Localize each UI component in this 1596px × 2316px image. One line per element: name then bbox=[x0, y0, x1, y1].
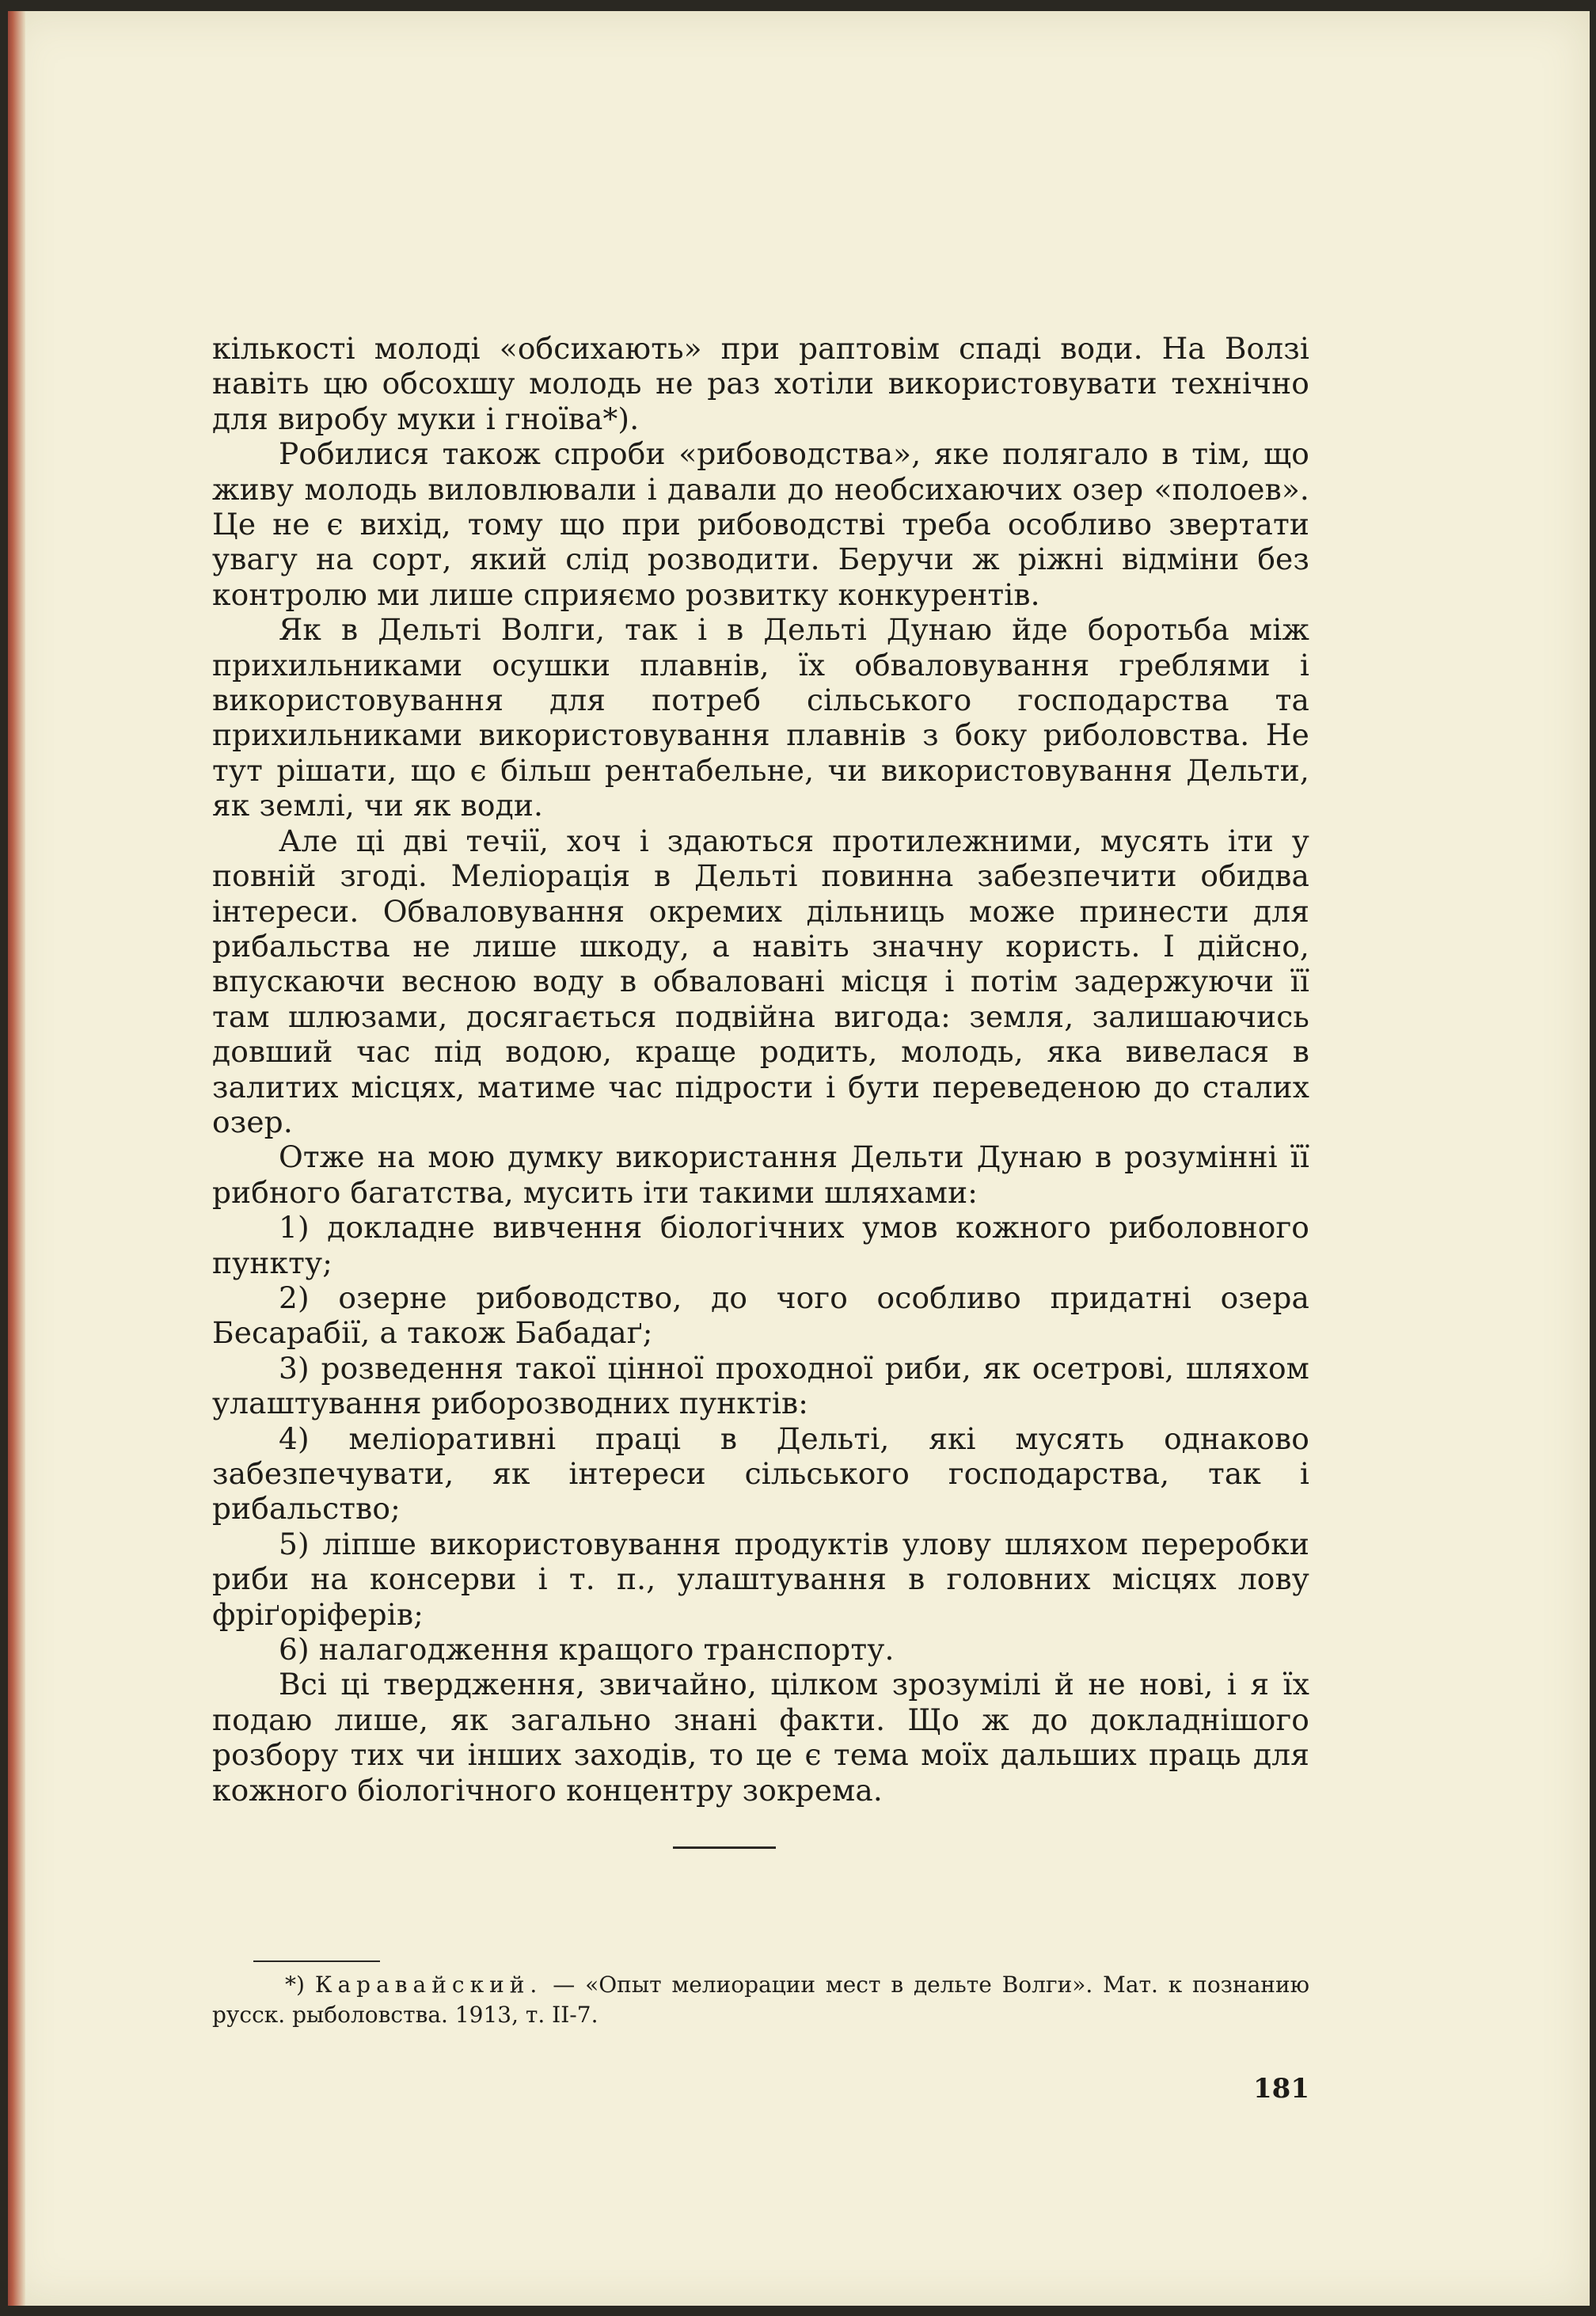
footnote-citation: — «Опыт мелиорации мест в дельте Волги». Мат. к познанию русск. рыболовства. 1913, т. II-7. bbox=[212, 1972, 1309, 2028]
section-divider bbox=[673, 1846, 776, 1849]
paragraph: Всі ці твердження, звичайно, цілком зрозумілі й не нові, і я їх подаю лише, як загально знані факти. Що ж до докладнішого розбору тих чи інших заходів, то це є тема моїх дальших праць для кожного біологічного концентру зокрема. bbox=[212, 1667, 1309, 1808]
paragraph-continued: кількості молоді «обсихають» при раптовім спаді води. На Волзі навіть цю обсохшу молодь не раз хотіли використовувати технічно для виробу муки і гноїва*). bbox=[212, 331, 1309, 436]
paragraph: Робилися також спроби «рибоводства», яке полягало в тім, що живу молодь виловлювали і давали до необсихаючих озер «полоев». Це не є вихід, тому що при рибоводстві треба особливо звертати увагу на сорт, який слід розводити. Беручи ж ріжні відміни без контролю ми лише сприяємо розвитку конкурентів. bbox=[212, 436, 1309, 612]
list-item: 5) ліпше використовування продуктів улову шляхом переробки риби на консерви і т. п., улаштування в головних місцях лову фріґоріферів; bbox=[212, 1526, 1309, 1632]
footnote-author: Каравайский. bbox=[314, 1972, 543, 1998]
list-item: 6) налагодження кращого транспорту. bbox=[279, 1632, 895, 1668]
paragraph: Але ці дві течії, хоч і здаються протилежними, мусять іти у повній згоді. Меліорація в Дельті повинна забезпечити обидва інтереси. Обваловування окремих дільниць може принести для рибальства не лише шкоду, а навіть значну користь. І дійсно, впускаючи весною воду в обваловані місця і потім задержуючи її там шлюзами, досягається подвійна вигода: земля, залишаючись довший час під водою, краще родить, молодь, яка вивелася в залитих місцях, матиме час підрости і бути переведеною до сталих озер. bbox=[212, 823, 1309, 1139]
page-number: 181 bbox=[1253, 2073, 1309, 2105]
list-item: 4) меліоративні праці в Дельті, які мусять однаково забезпечувати, як інтереси сільського господарства, так і рибальство; bbox=[212, 1420, 1309, 1527]
list-item: 2) озерне рибоводство, до чого особливо придатні озера Бесарабії, а також Бабадаґ; bbox=[212, 1280, 1309, 1351]
main-text bbox=[212, 331, 1309, 1808]
footnote-marker: *) bbox=[285, 1972, 305, 1998]
footnote bbox=[212, 1970, 1309, 2030]
footnote-divider bbox=[253, 1960, 380, 1962]
footnote-text bbox=[212, 1970, 1309, 2030]
paragraph: Отже на мою думку використання Дельти Дунаю в розумінні її рибного багатства, мусить іти такими шляхами: bbox=[212, 1139, 1309, 1210]
page-binding-edge bbox=[8, 11, 25, 2306]
paragraph: Як в Дельті Волги, так і в Дельті Дунаю йде боротьба між прихильниками осушки плавнів, їх обваловування греблями і використовування для потреб сільського господарства та прихильниками використовування плавнів з боку риболовства. Не тут рішати, що є більш рентабельне, чи використовування Дельти, як землі, чи як води. bbox=[212, 612, 1309, 823]
list-item: 1) докладне вивчення біологічних умов кожного риболовного пункту; bbox=[212, 1210, 1309, 1280]
list-item: 3) розведення такої цінної проходної риби, як осетрові, шляхом улаштування риборозводних пунктів: bbox=[212, 1350, 1309, 1421]
